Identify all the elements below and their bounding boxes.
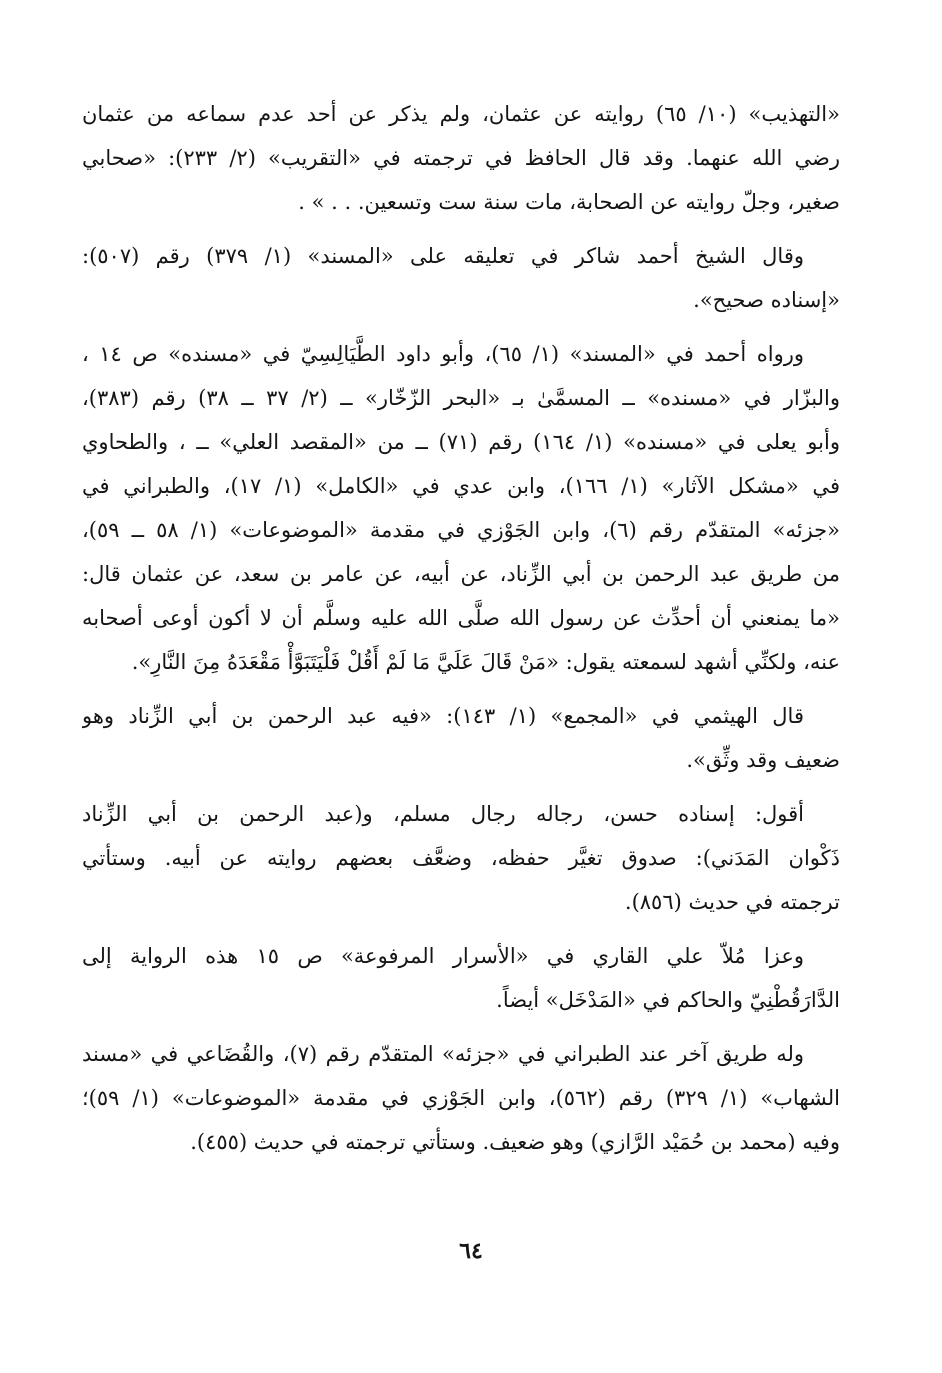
document-page xyxy=(82,92,840,1372)
paragraph-7 xyxy=(82,1032,840,1164)
paragraph-3 xyxy=(82,332,840,684)
text-line: وفيه (محمد بن حُمَيْد الرَّازي) وهو ضعيف. وستأتي ترجمته في حديث (٤٥٥). xyxy=(190,1130,840,1154)
text-line: ذَكْوان المَدَني): صدوق تغيَّر حفظه، وضعَّف بعضهم روايته عن أبيه. وستأتي xyxy=(82,846,840,870)
text-line: من طريق عبد الرحمن بن أبي الزِّناد، عن أبيه، عن عامر بن سعد، عن عثمان قال: xyxy=(82,562,840,586)
text-line: أقول: إسناده حسن، رجاله رجال مسلم، و(عبد الرحمن بن أبي الزِّناد xyxy=(82,802,804,826)
text-line: وقال الشيخ أحمد شاكر في تعليقه على «المسند» (١/ ٣٧٩) رقم (٥٠٧): xyxy=(82,244,804,268)
text-line: وعزا مُلاّ علي القاري في «الأسرار المرفوعة» ص ١٥ هذه الرواية إلى xyxy=(82,944,805,968)
text-line: عنه، ولكنِّي أشهد لسمعته يقول: «مَنْ قَالَ عَلَيَّ مَا لَمْ أَقُلْ فَلْيَتَبَوَّأْ مَقْعَدَهُ مِنَ النَّارِ». xyxy=(131,650,840,674)
text-line: الشهاب» (١/ ٣٢٩) رقم (٥٦٢)، وابن الجَوْزي في مقدمة «الموضوعات» (١/ ٥٩)؛ xyxy=(82,1086,840,1110)
text-line: رضي الله عنهما. وقد قال الحافظ في ترجمته في «التقريب» (٢/ ٢٣٣): «صحابي xyxy=(82,146,840,170)
text-line: «التهذيب» (١٠/ ٦٥) روايته عن عثمان، ولم يذكر عن أحد عدم سماعه من عثمان xyxy=(82,102,840,126)
text-line: ترجمته في حديث (٨٥٦). xyxy=(624,890,840,914)
text-line: في «مشكل الآثار» (١/ ١٦٦)، وابن عدي في «الكامل» (١/ ١٧)، والطبراني في xyxy=(82,474,840,498)
text-line: «ما يمنعني أن أحدِّث عن رسول الله صلَّى الله عليه وسلَّم أن لا أكون أوعى أصحابه xyxy=(82,606,840,630)
text-line: وله طريق آخر عند الطبراني في «جزئه» المتقدّم رقم (٧)، والقُضَاعي في «مسند xyxy=(82,1042,804,1066)
text-line: وأبو يعلى في «مسنده» (١/ ١٦٤) رقم (٧١) ــ من «المقصد العلي» ــ ، والطحاوي xyxy=(82,430,840,454)
paragraph-2 xyxy=(82,234,840,322)
text-line: صغير، وجلّ روايته عن الصحابة، مات سنة ست وتسعين. . . » . xyxy=(298,190,840,214)
text-line: ورواه أحمد في «المسند» (١/ ٦٥)، وأبو داود الطَّيَالِسِيّ في «مسنده» ص ١٤ ، xyxy=(82,342,804,366)
text-line: «جزئه» المتقدّم رقم (٦)، وابن الجَوْزي في مقدمة «الموضوعات» (١/ ٥٨ ــ ٥٩)، xyxy=(82,518,840,542)
paragraph-6 xyxy=(82,934,840,1022)
page-number: ٦٤ xyxy=(459,1238,483,1264)
text-line: الدَّارَقُطْنِيّ والحاكم في «المَدْخَل» أيضاً. xyxy=(496,988,840,1012)
text-line: والبزّار في «مسنده» ــ المسمَّىٰ بـ «البحر الزّخّار» ــ (٢/ ٣٧ ــ ٣٨) رقم (٣٨٣)، xyxy=(82,386,840,410)
text-line: ضعيف وقد وثِّق». xyxy=(686,748,840,772)
paragraph-1 xyxy=(82,92,840,224)
paragraph-4 xyxy=(82,694,840,782)
text-line: قال الهيثمي في «المجمع» (١/ ١٤٣): «فيه عبد الرحمن بن أبي الزِّناد وهو xyxy=(82,704,804,728)
paragraph-5 xyxy=(82,792,840,924)
text-line: «إسناده صحيح». xyxy=(693,288,840,312)
